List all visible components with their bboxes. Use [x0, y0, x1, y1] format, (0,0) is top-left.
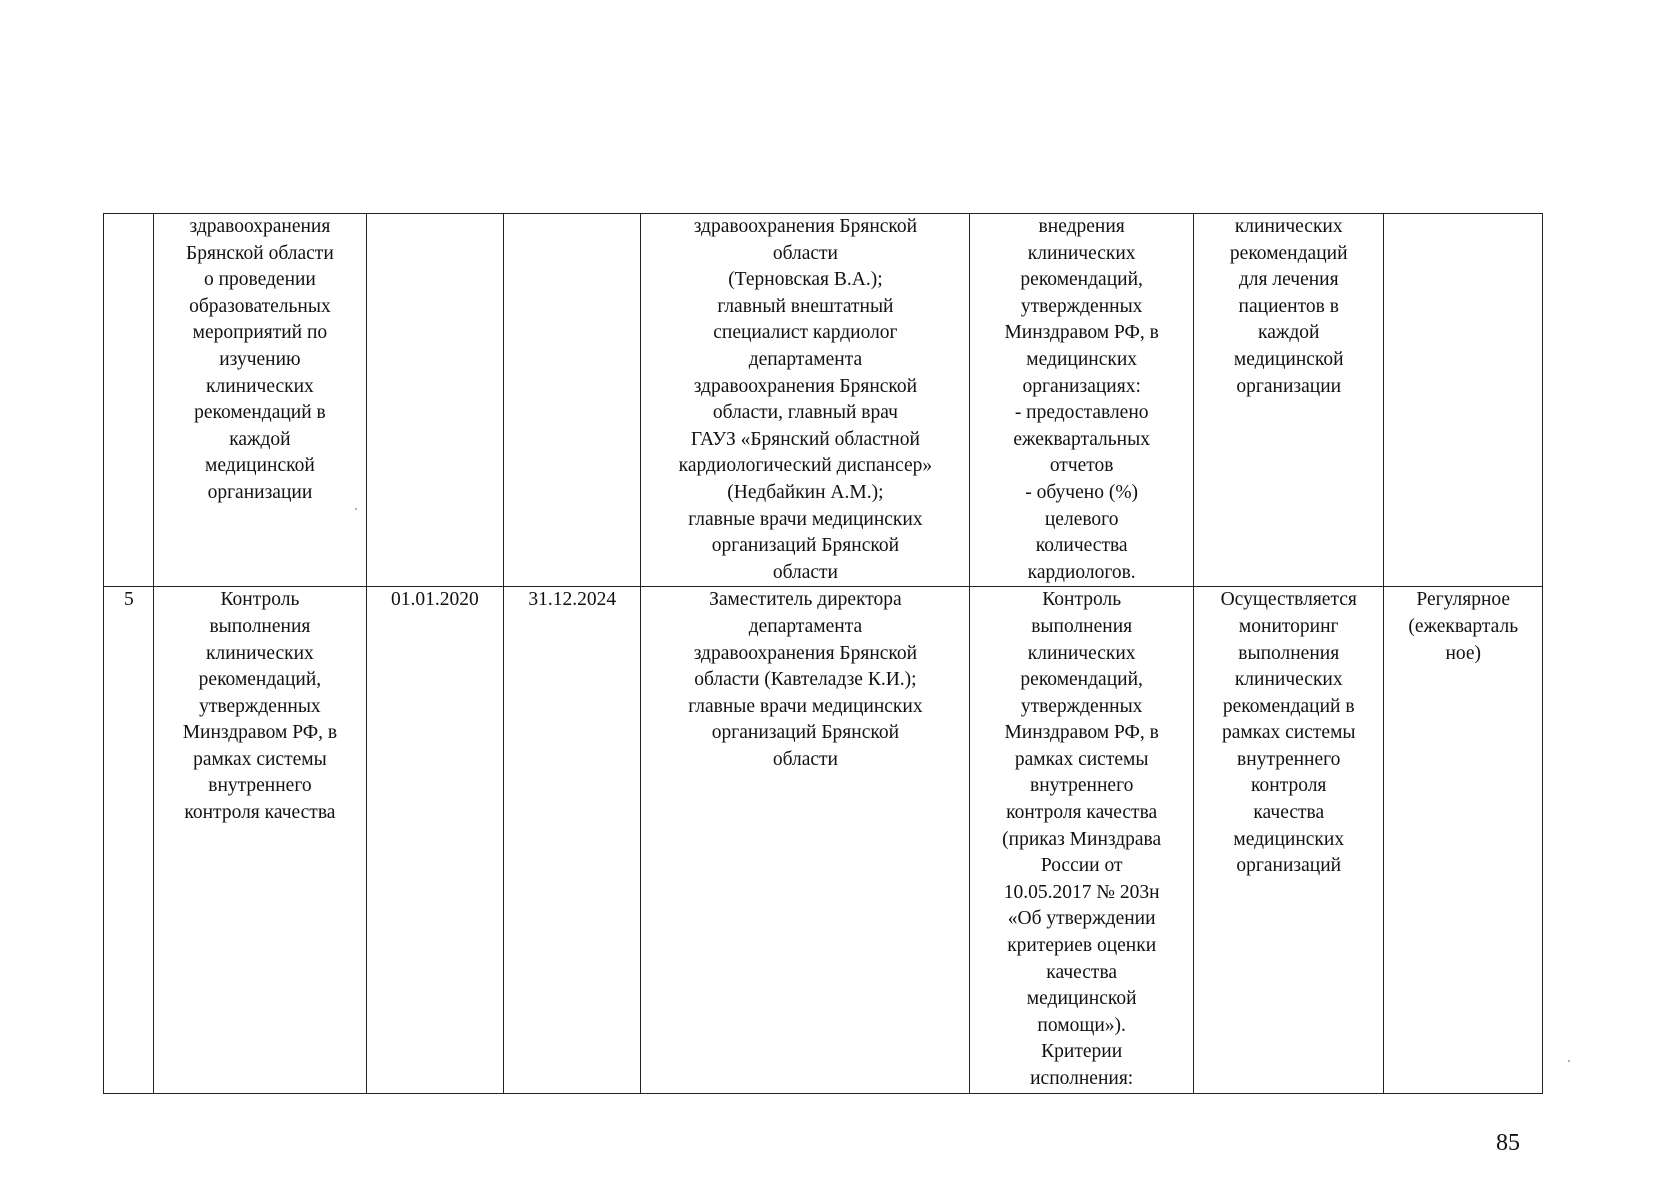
- cell-line: организаций: [1236, 855, 1342, 877]
- cell-line: критериев оценки: [1007, 935, 1157, 957]
- cell-line: каждой: [229, 428, 291, 450]
- cell-line: каждой: [1258, 322, 1320, 344]
- cell-activity: [154, 587, 367, 1093]
- cell-line: клинических: [1027, 642, 1136, 664]
- cell-line: Контроль: [1042, 589, 1122, 611]
- cell-line: рекомендаций в: [1222, 695, 1355, 717]
- cell-number: [104, 214, 154, 587]
- cell-number: 5: [104, 587, 154, 1093]
- scan-speck: [1568, 1060, 1570, 1062]
- cell-line: здравоохранения Брянской: [693, 642, 918, 664]
- cell-line: медицинских: [1233, 828, 1345, 850]
- cell-line: клинических: [206, 642, 314, 664]
- cell-start-date: 01.01.2020: [366, 587, 503, 1093]
- cell-line: утвержденных: [1020, 295, 1143, 317]
- cell-line: области (Кавтеладзе К.И.);: [694, 669, 917, 691]
- cell-line: России от: [1040, 855, 1123, 877]
- cell-line: контроля качества: [184, 802, 336, 824]
- cell-line: клинических: [206, 375, 314, 397]
- cell-line: медицинской: [1233, 348, 1344, 370]
- cell-line: специалист кардиолог: [713, 322, 898, 344]
- plan-table: [103, 213, 1543, 1094]
- cell-line: качества: [1046, 961, 1118, 983]
- cell-line: организаций Брянской: [711, 722, 900, 744]
- cell-line: медицинской: [205, 455, 315, 477]
- cell-line: организаций Брянской: [711, 535, 900, 557]
- scan-speck: [355, 508, 357, 510]
- cell-line: клинических: [1027, 242, 1136, 264]
- cell-line: департамента: [748, 348, 863, 370]
- cell-line: здравоохранения Брянской: [693, 216, 918, 237]
- cell-line: медицинских: [1026, 348, 1138, 370]
- cell-result: [1193, 214, 1384, 587]
- cell-line: ГАУЗ «Брянский областной: [690, 428, 920, 450]
- cell-end-date: [504, 214, 641, 587]
- cell-line: отчетов: [1049, 455, 1114, 477]
- table-row: [104, 587, 1543, 1093]
- cell-line: «Об утверждении: [1007, 908, 1156, 930]
- cell-indicator: [970, 214, 1194, 587]
- cell-line: рамках системы: [193, 748, 327, 770]
- cell-line: внутреннего: [208, 775, 312, 797]
- cell-line: департамента: [748, 615, 863, 637]
- cell-line: - предоставлено: [1014, 402, 1149, 424]
- cell-line: о проведении: [203, 269, 316, 291]
- cell-line: целевого: [1044, 508, 1119, 530]
- cell-line: рекомендаций в: [194, 402, 326, 424]
- cell-line: организации: [207, 481, 313, 503]
- cell-line: утвержденных: [1020, 695, 1143, 717]
- cell-line: выполнения: [1238, 642, 1340, 664]
- cell-frequency: [1384, 587, 1543, 1093]
- cell-line: выполнения: [1031, 615, 1133, 637]
- cell-line: внутреннего: [1237, 748, 1341, 770]
- cell-line: внутреннего: [1029, 775, 1134, 797]
- cell-line: (Недбайкин А.М.);: [727, 481, 884, 503]
- cell-frequency: [1384, 214, 1543, 587]
- cell-line: организациях:: [1022, 375, 1141, 397]
- cell-line: Минздравом РФ, в: [1004, 322, 1159, 344]
- cell-line: кардиологов.: [1027, 561, 1136, 583]
- cell-line: (ежекварталь: [1408, 615, 1519, 637]
- cell-line: клинических: [1234, 216, 1343, 237]
- cell-line: Осуществляется: [1220, 589, 1357, 611]
- cell-result: [1193, 587, 1384, 1093]
- cell-indicator: [970, 587, 1194, 1093]
- cell-line: образовательных: [189, 295, 331, 317]
- cell-line: исполнения:: [1030, 1068, 1134, 1089]
- cell-line: ное): [1445, 642, 1482, 664]
- cell-responsible: [641, 214, 970, 587]
- cell-line: Критерии: [1041, 1041, 1123, 1063]
- cell-line: пациентов в: [1238, 295, 1339, 317]
- cell-line: - обучено (%): [1025, 481, 1139, 503]
- cell-line: 10.05.2017 № 203н: [1003, 881, 1160, 903]
- cell-line: (приказ Минздрава: [1002, 828, 1162, 850]
- cell-activity: [154, 214, 367, 587]
- cell-line: мониторинг: [1238, 615, 1339, 637]
- cell-line: для лечения: [1238, 269, 1339, 291]
- cell-line: утвержденных: [199, 695, 321, 717]
- cell-line: организации: [1236, 375, 1342, 397]
- cell-responsible: [641, 587, 970, 1093]
- cell-line: рекомендаций: [1229, 242, 1348, 264]
- cell-line: рекомендаций,: [1020, 269, 1143, 291]
- table-row: [104, 214, 1543, 587]
- cell-line: Минздравом РФ, в: [1004, 722, 1159, 744]
- cell-line: ежеквартальных: [1013, 428, 1150, 450]
- cell-line: Регулярное: [1416, 589, 1511, 611]
- cell-line: рекомендаций,: [1020, 669, 1143, 691]
- cell-line: здравоохранения Брянской: [693, 375, 918, 397]
- cell-line: мероприятий по: [192, 322, 328, 344]
- cell-line: рамках системы: [1221, 722, 1356, 744]
- cell-line: медицинской: [1026, 988, 1137, 1010]
- cell-start-date: [366, 214, 503, 587]
- cell-line: контроля качества: [1006, 802, 1158, 824]
- cell-line: количества: [1035, 535, 1128, 557]
- cell-line: Заместитель директора: [709, 589, 902, 611]
- cell-line: помощи»).: [1037, 1014, 1126, 1036]
- cell-line: области: [772, 561, 838, 583]
- cell-line: главные врачи медицинских: [688, 508, 923, 530]
- cell-line: рамках системы: [1014, 748, 1149, 770]
- cell-line: внедрения: [1038, 216, 1125, 237]
- cell-line: рекомендаций,: [198, 669, 322, 691]
- cell-line: области: [772, 242, 838, 264]
- cell-end-date: 31.12.2024: [504, 587, 641, 1093]
- cell-line: (Терновская В.А.);: [728, 269, 883, 291]
- cell-line: Брянской области: [186, 242, 334, 264]
- cell-line: области: [772, 748, 838, 770]
- page-number: 85: [1496, 1130, 1520, 1156]
- cell-line: Контроль: [220, 589, 300, 611]
- cell-line: области, главный врач: [712, 402, 898, 424]
- cell-line: кардиологический диспансер»: [678, 455, 933, 477]
- cell-line: Минздравом РФ, в: [182, 722, 338, 744]
- cell-line: выполнения: [209, 615, 311, 637]
- cell-line: изучению: [219, 348, 301, 370]
- cell-line: клинических: [1234, 669, 1343, 691]
- cell-line: качества: [1253, 802, 1325, 824]
- cell-line: контроля: [1251, 775, 1327, 797]
- cell-line: главные врачи медицинских: [688, 695, 923, 717]
- cell-line: главный внештатный: [717, 295, 894, 317]
- cell-line: здравоохранения: [189, 216, 331, 237]
